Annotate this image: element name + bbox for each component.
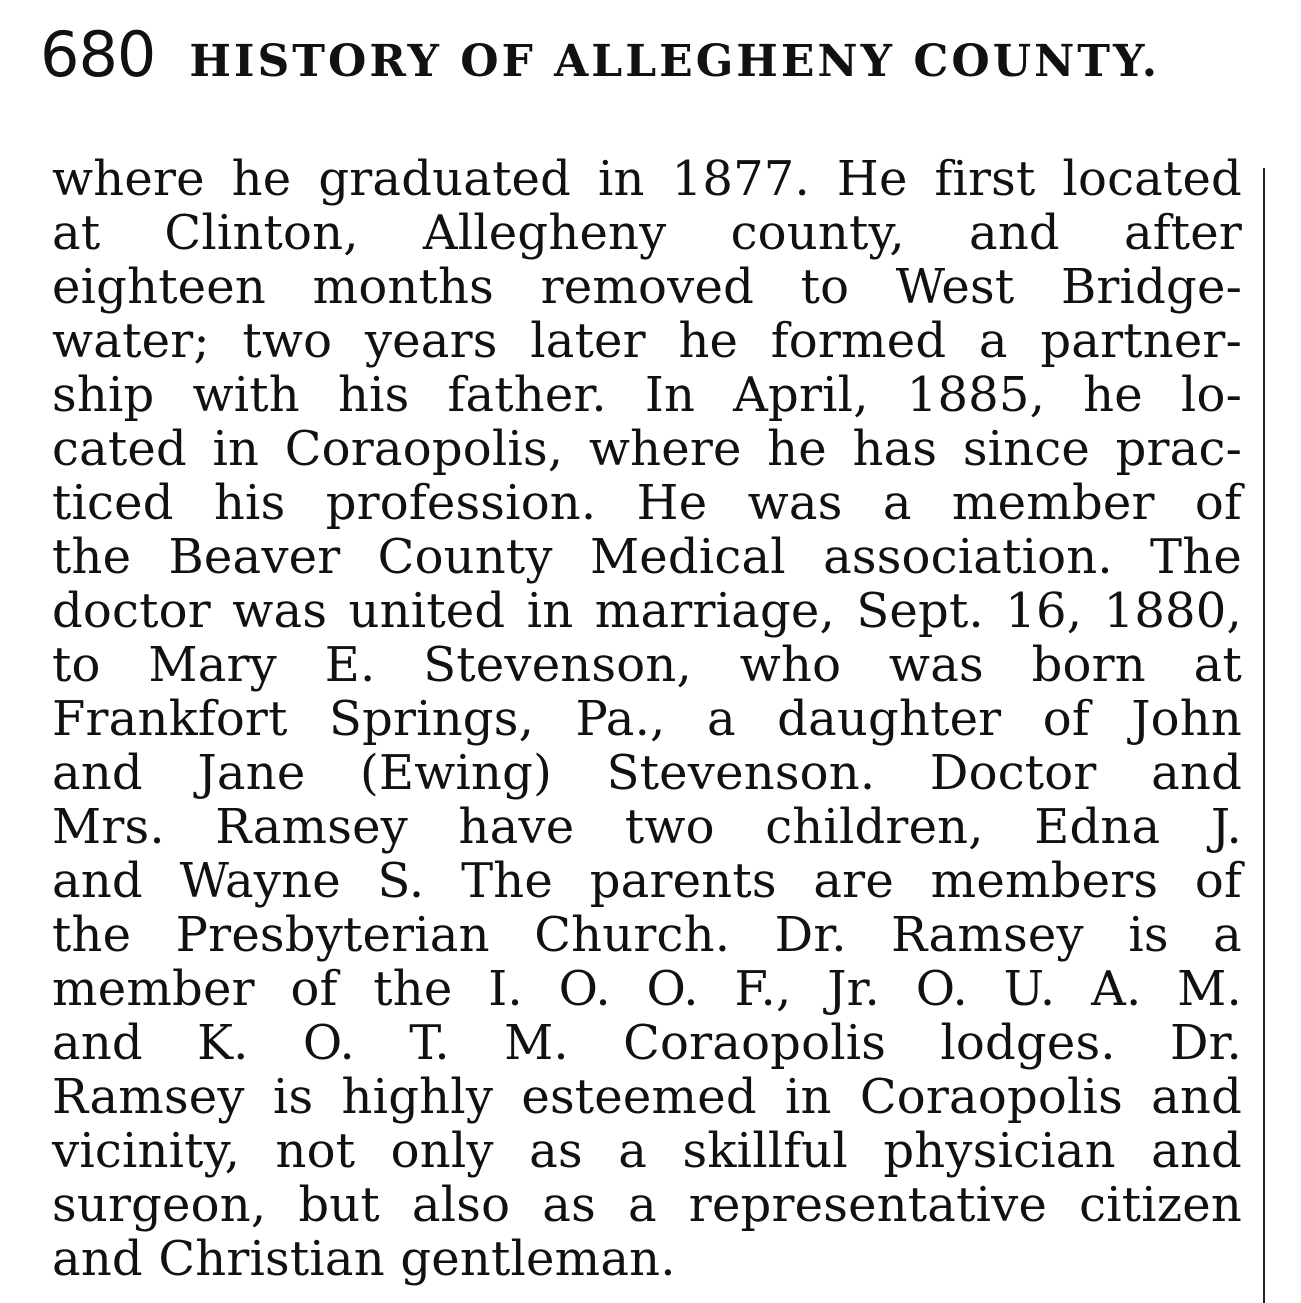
text-line: the Presbyterian Church. Dr. Ramsey is a	[52, 907, 1242, 963]
text-line: water; two years later he formed a partner-	[52, 313, 1242, 369]
text-line: where he graduated in 1877. He first located	[52, 151, 1242, 207]
page-number: 680	[40, 18, 156, 91]
text-line: and Christian gentleman.	[52, 1231, 676, 1287]
text-line: Mrs. Ramsey have two children, Edna J.	[52, 799, 1242, 855]
text-line: doctor was united in marriage, Sept. 16, 1880,	[52, 583, 1242, 639]
text-line: and Jane (Ewing) Stevenson. Doctor and	[52, 745, 1242, 801]
text-line: ship with his father. In April, 1885, he lo-	[52, 367, 1242, 423]
body-paragraph	[52, 152, 1242, 1286]
page-header	[40, 18, 1260, 91]
text-line: and Wayne S. The parents are members of	[52, 853, 1242, 909]
text-line: at Clinton, Allegheny county, and after	[52, 205, 1242, 261]
text-line: vicinity, not only as a skillful physician and	[52, 1123, 1242, 1179]
text-line: Frankfort Springs, Pa., a daughter of John	[52, 691, 1242, 747]
text-line: eighteen months removed to West Bridge-	[52, 259, 1242, 315]
column-rule	[1263, 168, 1265, 1303]
text-line: cated in Coraopolis, where he has since prac-	[52, 421, 1242, 477]
text-line: ticed his profession. He was a member of	[52, 475, 1242, 531]
text-line: member of the I. O. O. F., Jr. O. U. A. M.	[52, 961, 1242, 1017]
running-title: HISTORY OF ALLEGHENY COUNTY.	[189, 36, 1161, 87]
text-line: to Mary E. Stevenson, who was born at	[52, 637, 1242, 693]
text-line: the Beaver County Medical association. The	[52, 529, 1242, 585]
text-line: surgeon, but also as a representative citizen	[52, 1177, 1242, 1233]
text-line: Ramsey is highly esteemed in Coraopolis and	[52, 1069, 1242, 1125]
text-line: and K. O. T. M. Coraopolis lodges. Dr.	[52, 1015, 1242, 1071]
